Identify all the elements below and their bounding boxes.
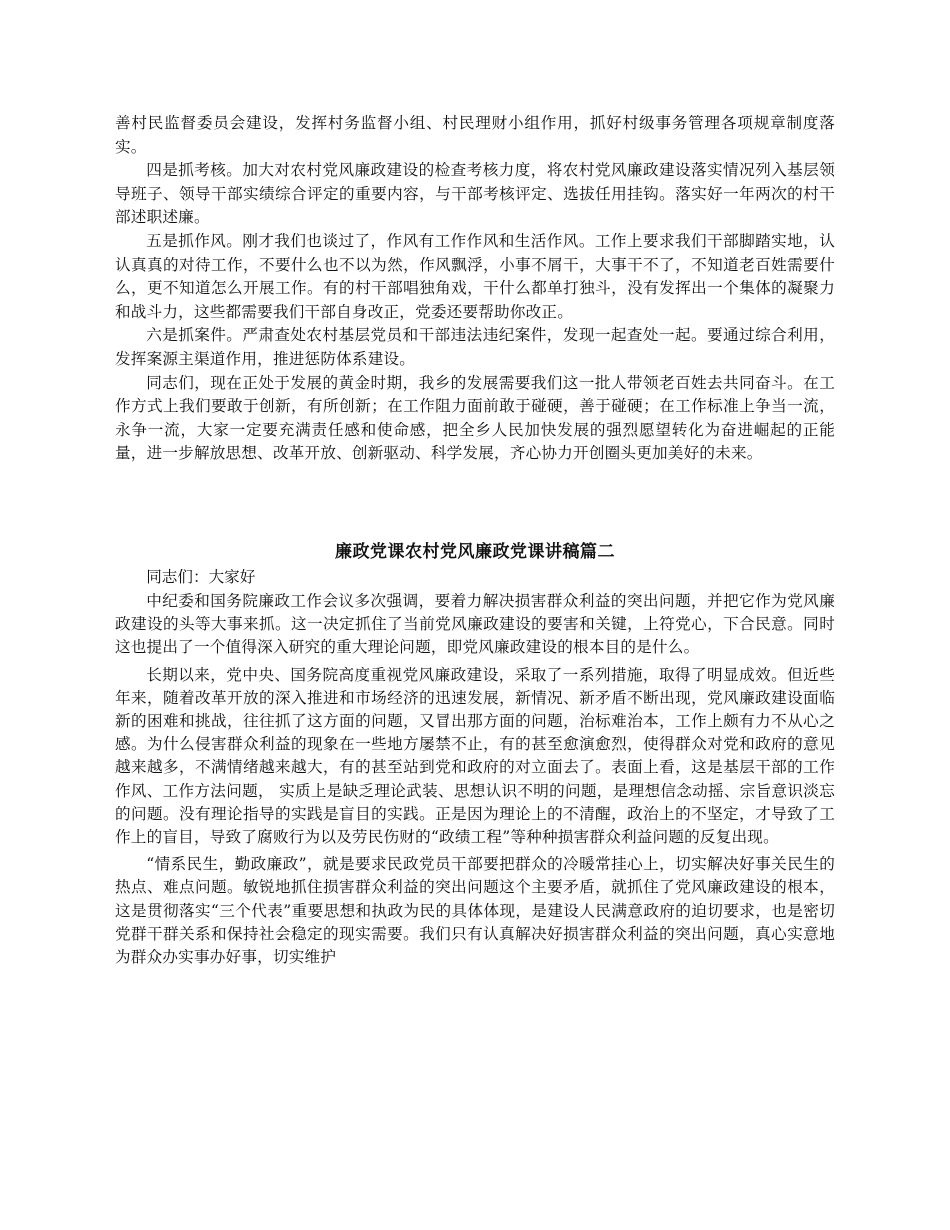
paragraph: 同志们，现在正处于发展的黄金时期，我乡的发展需要我们这一批人带领老百姓去共同奋斗。在工作方式上我们要敢于创新，有所创新；在工作阻力面前敢于碰硬，善于碰硬；在工作标准上争当一流，永争一流，大家一定要充满责任感和使命感，把全乡人民加快发展的强烈愿望转化为奋进崛起的正能量，进一步解放思想、改革开放、创新驱动、科学发展，齐心协力开创圈头更加美好的未来。 [115,373,835,463]
paragraph: 长期以来，党中央、国务院高度重视党风廉政建设，采取了一系列措施，取得了明显成效。但近些年来，随着改革开放的深入推进和市场经济的迅速发展，新情况、新矛盾不断出现，党风廉政建设面临新的困难和挑战，往往抓了这方面的问题，又冒出那方面的问题，治标难治本，工作上颇有力不从心之感。为什么侵害群众利益的现象在一些地方屡禁不止，有的甚至愈演愈烈，使得群众对党和政府的意见越来越多，不满情绪越来越大，有的甚至站到党和政府的对立面去了。表面上看，这是基层干部的工作作风、工作方法问题， 实质上是缺乏理论武装、思想认识不明的问题，是理想信念动摇、宗旨意识淡忘的问题。没有理论指导的实践是盲目的实践。正是因为理论上的不清醒，政治上的不坚定，才导致了工作上的盲目，导致了腐败行为以及劳民伤财的“政绩工程”等种种损害群众利益问题的反复出现。 [115,665,835,847]
paragraph: 善村民监督委员会建设，发挥村务监督小组、村民理财小组作用，抓好村级事务管理各项规章制度落实。 [115,114,835,156]
paragraph: 六是抓案件。严肃查处农村基层党员和干部违法违纪案件，发现一起查处一起。要通过综合利用，发挥案源主渠道作用，推进惩防体系建设。 [115,326,835,368]
section-one-body [115,112,835,466]
section-two-body [115,590,835,973]
section-two-title: 廉政党课农村党风廉政党课讲稿篇二 [335,542,615,562]
paragraph: 五是抓作风。刚才我们也谈过了，作风有工作作风和生活作风。工作上要求我们干部脚踏实地，认认真真的对待工作，不要什么也不以为然，作风飘浮，小事不屑干，大事干不了，不知道老百姓需要什么，更不知道怎么开展工作。有的村干部唱独角戏，干什么都单打独斗，没有发挥出一个集体的凝聚力和战斗力，这些都需要我们干部自身改正，党委还要帮助你改正。 [115,231,835,321]
greeting-line: 同志们：大家好 [146,568,256,586]
paragraph: 中纪委和国务院廉政工作会议多次强调，要着力解决损害群众利益的突出问题，并把它作为党风廉政建设的头等大事来抓。这一决定抓住了当前党风廉政建设的要害和关键，上符党心，下合民意。同时这也提出了一个值得深入研究的重大理论问题，即党风廉政建设的根本目的是什么。 [115,592,835,657]
paragraph: 四是抓考核。加大对农村党风廉政建设的检查考核力度，将农村党风廉政建设落实情况列入基层领导班子、领导干部实绩综合评定的重要内容，与干部考核评定、选拔任用挂钩。落实好一年两次的村干部述职述廉。 [115,161,835,227]
paragraph: “情系民生，勤政廉政”，就是要求民政党员干部要把群众的冷暖常挂心上，切实解决好事关民生的热点、难点问题。敏锐地抓住损害群众利益的突出问题这个主要矛盾，就抓住了党风廉政建设的根本，这是贯彻落实“三个代表”重要思想和执政为民的具体体现，是建设人民满意政府的迫切要求，也是密切党群干群关系和保持社会稳定的现实需要。我们只有认真解决好损害群众利益的突出问题，真心实意地为群众办实事办好事，切实维护 [115,855,835,967]
